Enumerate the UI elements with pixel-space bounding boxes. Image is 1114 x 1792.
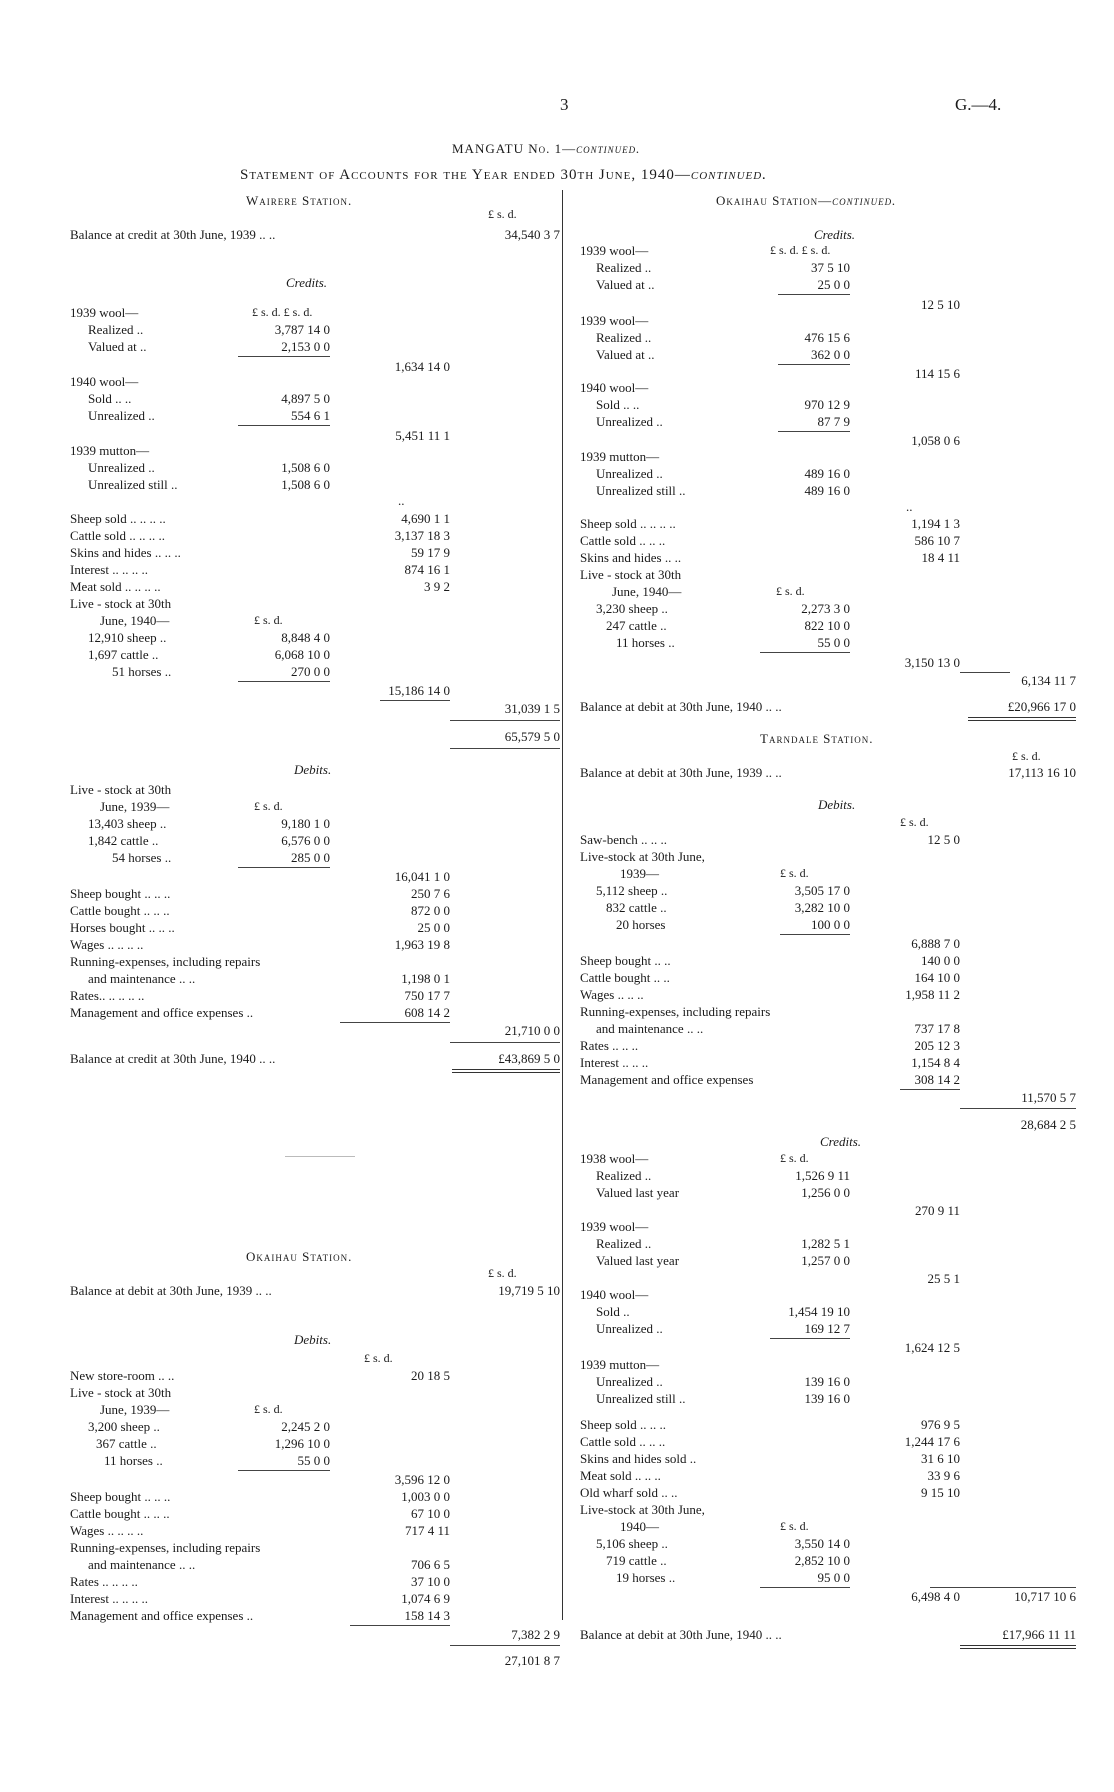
ta-label: 19 horses .. — [616, 1570, 676, 1585]
ta-value: 3,505 17 0 — [794, 883, 850, 898]
ta-label: 5,106 sheep .. — [596, 1536, 668, 1551]
report-title: MANGATU No. 1—continued. — [452, 141, 641, 156]
ok-label: Rates .. .. .. .. — [70, 1574, 138, 1589]
ta-label: Realized .. — [596, 1168, 652, 1183]
rule — [770, 1338, 850, 1339]
wairere-lsd: £ s. d. — [488, 207, 517, 221]
ok-label: 3,200 sheep .. — [88, 1419, 160, 1434]
ta-value: 139 16 0 — [804, 1374, 850, 1389]
ok-grand-total: 27,101 8 7 — [504, 1653, 560, 1668]
w-value: 1,198 0 1 — [401, 971, 450, 986]
okc-label: 1939 mutton— — [580, 449, 660, 464]
w-value: 554 6 1 — [291, 408, 330, 423]
w-label: 13,403 sheep .. — [88, 816, 167, 831]
ta-label: Sold .. — [596, 1304, 630, 1319]
ta-label: Valued last year — [596, 1253, 680, 1268]
ta-label: Meat sold .. .. .. — [580, 1468, 661, 1483]
okc-value: 586 10 7 — [914, 533, 960, 548]
w-subtotal: 15,186 14 0 — [388, 683, 450, 698]
okc-value: 489 16 0 — [804, 483, 850, 498]
okc-value: 25 0 0 — [817, 277, 850, 292]
ta-value: 3,282 10 0 — [794, 900, 850, 915]
w-dots: .. — [398, 493, 405, 508]
ok-label: Wages .. .. .. .. — [70, 1523, 144, 1538]
w-value: 8,848 4 0 — [281, 630, 330, 645]
column-divider — [562, 190, 563, 1620]
ta-value: 308 14 2 — [914, 1072, 960, 1087]
ta-label: Live-stock at 30th June, — [580, 849, 705, 864]
ta-label: Unrealized .. — [596, 1321, 663, 1336]
okc-value: 362 0 0 — [811, 347, 850, 362]
ta-label: Sheep bought .. .. — [580, 953, 671, 968]
w-label: 1,842 cattle .. — [88, 833, 159, 848]
okaihau-closing-label: Balance at debit at 30th June, 1940 .. .. — [580, 699, 782, 714]
w-value: 3,787 14 0 — [274, 322, 330, 337]
w-value: 3,137 18 3 — [394, 528, 450, 543]
okc-value: 55 0 0 — [817, 635, 850, 650]
w-label: 51 horses .. — [112, 664, 172, 679]
ta-value: 737 17 8 — [914, 1021, 960, 1036]
okc-value: 18 4 11 — [921, 550, 960, 565]
rule — [760, 1587, 850, 1588]
ta-lsd: £ s. d. — [780, 866, 809, 880]
ta-value: 139 16 0 — [804, 1391, 850, 1406]
okc-label: Live - stock at 30th — [580, 567, 682, 582]
ta-value: 164 10 0 — [914, 970, 960, 985]
rule — [452, 1069, 560, 1073]
ta-label: 1940 wool— — [580, 1287, 649, 1302]
rule — [760, 652, 850, 653]
page-number: 3 — [560, 95, 569, 114]
okc-value: 970 12 9 — [804, 397, 850, 412]
w-label: Wages .. .. .. .. — [70, 937, 144, 952]
w-label: 1,697 cattle .. — [88, 647, 159, 662]
w-label: Valued at .. — [88, 339, 147, 354]
w-value: 1,508 6 0 — [281, 477, 330, 492]
okaihau-heading: Okaihau Station. — [246, 1249, 353, 1264]
ta-value: 3,550 14 0 — [794, 1536, 850, 1551]
rule — [238, 1470, 330, 1471]
ok-value: 20 18 5 — [411, 1368, 450, 1383]
separator — [285, 1156, 355, 1157]
w-label: Horses bought .. .. .. — [70, 920, 175, 935]
okc-value: 489 16 0 — [804, 466, 850, 481]
w-lsd: £ s. d. — [254, 799, 283, 813]
wairere-credits-heading: Credits. — [286, 275, 328, 290]
w-value: 270 0 0 — [291, 664, 330, 679]
w-label: Unrealized .. — [88, 408, 155, 423]
rule — [380, 700, 450, 701]
ta-label: 1939 mutton— — [580, 1357, 660, 1372]
okc-credits-total: 6,134 11 7 — [1021, 673, 1076, 688]
w-subtotal: 1,634 14 0 — [394, 359, 450, 374]
ok-value: 706 6 5 — [411, 1557, 450, 1572]
rule — [778, 294, 850, 295]
ok-subtotal: 3,596 12 0 — [394, 1472, 450, 1487]
okc-subtotal: 12 5 10 — [921, 297, 960, 312]
ta-label: Cattle bought .. .. — [580, 970, 670, 985]
ta-label: Skins and hides sold .. — [580, 1451, 697, 1466]
ok-value: 1,003 0 0 — [401, 1489, 450, 1504]
ok-value: 55 0 0 — [297, 1453, 330, 1468]
w-total: 31,039 1 5 — [504, 701, 560, 716]
ta-label: Unrealized still .. — [596, 1391, 686, 1406]
tarndale-closing-label: Balance at debit at 30th June, 1940 .. .. — [580, 1627, 782, 1642]
wairere-heading: Wairere Station. — [246, 193, 353, 208]
ta-lsd: £ s. d. — [1012, 749, 1041, 763]
rule — [450, 748, 560, 749]
ta-subtotal: 6,888 7 0 — [911, 936, 960, 951]
okc-label: 1939 wool— — [580, 313, 649, 328]
okc-label: Skins and hides .. .. — [580, 550, 682, 565]
ok-value: 37 10 0 — [411, 1574, 450, 1589]
ta-value: 100 0 0 — [811, 917, 850, 932]
tarndale-opening-label: Balance at debit at 30th June, 1939 .. .. — [580, 765, 782, 780]
ta-debits-total: 11,570 5 7 — [1021, 1090, 1076, 1105]
ok-label: Cattle bought .. .. .. — [70, 1506, 170, 1521]
okc-label: Unrealized .. — [596, 466, 663, 481]
rule — [900, 1089, 960, 1090]
ta-subtotal: 1,624 12 5 — [904, 1340, 960, 1355]
rule — [960, 1645, 1076, 1649]
ta-credits-heading: Credits. — [820, 1134, 862, 1149]
ta-label: 20 horses — [616, 917, 666, 932]
w-label: Interest .. .. .. .. — [70, 562, 148, 577]
ta-value: 1,958 11 2 — [905, 987, 960, 1002]
ta-label: 5,112 sheep .. — [596, 883, 668, 898]
ta-value: 1,244 17 6 — [904, 1434, 960, 1449]
w-value: 6,068 10 0 — [274, 647, 330, 662]
rule — [778, 364, 850, 365]
ta-label: Rates .. .. .. — [580, 1038, 639, 1053]
ok-value: 717 4 11 — [404, 1523, 450, 1538]
w-label: 1940 wool— — [70, 374, 139, 389]
w-label: 12,910 sheep .. — [88, 630, 167, 645]
ok-label: New store-room .. .. — [70, 1368, 175, 1383]
ta-label: Sheep sold .. .. .. — [580, 1417, 666, 1432]
okc-label: 1939 wool— — [580, 243, 649, 258]
okc-label: Realized .. — [596, 330, 652, 345]
okc-label: June, 1940— — [612, 584, 682, 599]
w-label: Realized .. — [88, 322, 144, 337]
ta-label: Management and office expenses — [580, 1072, 754, 1087]
ta-label: Live-stock at 30th June, — [580, 1502, 705, 1517]
w-value: 6,576 0 0 — [281, 833, 330, 848]
ta-value: 9 15 10 — [921, 1485, 960, 1500]
ta-label: Realized .. — [596, 1236, 652, 1251]
okc-subtotal: 114 15 6 — [914, 366, 960, 381]
okc-value: 1,194 1 3 — [911, 516, 960, 531]
tarndale-opening-value: 17,113 16 10 — [1008, 765, 1076, 780]
w-value: 874 16 1 — [404, 562, 450, 577]
okc-credits-heading: Credits. — [814, 227, 856, 242]
wairere-credits-lsd: £ s. d. £ s. d. — [252, 305, 313, 319]
ok-label: and maintenance .. .. — [88, 1557, 196, 1572]
w-value: 9,180 1 0 — [281, 816, 330, 831]
ok-label: Live - stock at 30th — [70, 1385, 172, 1400]
ta-label: Saw-bench .. .. .. — [580, 832, 668, 847]
okc-label: Sheep sold .. .. .. .. — [580, 516, 676, 531]
ta-lsd: £ s. d. — [780, 1151, 809, 1165]
ta-value: 1,454 19 10 — [788, 1304, 850, 1319]
w-grand-total: 65,579 5 0 — [504, 729, 560, 744]
ok-value: 1,296 10 0 — [274, 1436, 330, 1451]
rule — [968, 717, 1076, 721]
rule — [930, 1587, 1076, 1588]
w-label: Unrealized still .. — [88, 477, 178, 492]
ok-label: 11 horses .. — [104, 1453, 163, 1468]
ta-value: 1,256 0 0 — [801, 1185, 850, 1200]
ta-value: 1,154 8 4 — [911, 1055, 960, 1070]
rule — [450, 720, 560, 721]
w-value: 4,897 5 0 — [281, 391, 330, 406]
ok-label: 367 cattle .. — [96, 1436, 157, 1451]
w-debits-heading: Debits. — [294, 762, 332, 777]
okc-value: 87 7 9 — [817, 414, 850, 429]
ta-label: and maintenance .. .. — [596, 1021, 704, 1036]
w-lsd: £ s. d. — [254, 613, 283, 627]
ta-grand-total: 28,684 2 5 — [1020, 1117, 1076, 1132]
rule — [238, 681, 330, 682]
rule — [350, 1625, 450, 1626]
w-label: Live - stock at 30th — [70, 782, 172, 797]
ta-lsd: £ s. d. — [900, 815, 929, 829]
okc-lsd: £ s. d. — [776, 584, 805, 598]
okaihau-opening-value: 19,719 5 10 — [498, 1283, 560, 1298]
ta-label: 1939— — [620, 866, 659, 881]
ta-label: 1939 wool— — [580, 1219, 649, 1234]
w-label: Management and office expenses .. — [70, 1005, 254, 1020]
ta-value: 1,257 0 0 — [801, 1253, 850, 1268]
okaihau-cont-heading: Okaihau Station—continued. — [716, 193, 897, 208]
ok-lsd: £ s. d. — [488, 1266, 517, 1280]
w-label: Live - stock at 30th — [70, 596, 172, 611]
okc-value: 37 5 10 — [811, 260, 850, 275]
rule — [780, 934, 850, 935]
ta-value: 33 9 6 — [927, 1468, 960, 1483]
w-value: 1,508 6 0 — [281, 460, 330, 475]
rule — [238, 867, 330, 868]
ok-debits-heading: Debits. — [294, 1332, 332, 1347]
w-label: Cattle sold .. .. .. .. — [70, 528, 165, 543]
w-label: Cattle bought .. .. .. — [70, 903, 170, 918]
w-value: 250 7 6 — [411, 886, 450, 901]
w-label: Sheep bought .. .. .. — [70, 886, 171, 901]
w-label: 54 horses .. — [112, 850, 172, 865]
page-code: G.—4. — [955, 95, 1002, 114]
w-value: 3 9 2 — [424, 579, 450, 594]
ta-subtotal: 6,498 4 0 — [911, 1589, 960, 1604]
rule — [778, 431, 850, 432]
w-value: 1,963 19 8 — [394, 937, 450, 952]
ok-label: Interest .. .. .. .. — [70, 1591, 148, 1606]
ta-label: 832 cattle .. — [606, 900, 667, 915]
w-label: 1939 mutton— — [70, 443, 150, 458]
okc-label: Unrealized .. — [596, 414, 663, 429]
okc-subtotal: 3,150 13 0 — [904, 655, 960, 670]
okc-value: 476 15 6 — [804, 330, 850, 345]
ta-subtotal: 270 9 11 — [914, 1203, 960, 1218]
w-value: 25 0 0 — [417, 920, 450, 935]
ok-value: 158 14 3 — [404, 1608, 450, 1623]
tarndale-heading: Tarndale Station. — [760, 731, 874, 746]
rule — [960, 1108, 1076, 1109]
ta-credits-total: 10,717 10 6 — [1014, 1589, 1076, 1604]
okc-value: 822 10 0 — [804, 618, 850, 633]
ta-value: 1,282 5 1 — [801, 1236, 850, 1251]
ok-value: 1,074 6 9 — [401, 1591, 450, 1606]
okc-lsd: £ s. d. £ s. d. — [770, 243, 831, 257]
ta-value: 12 5 0 — [927, 832, 960, 847]
ta-value: 1,526 9 11 — [795, 1168, 850, 1183]
okaihau-closing-value: £20,966 17 0 — [1007, 699, 1076, 714]
ok-lsd: £ s. d. — [254, 1402, 283, 1416]
ok-value: 2,245 2 0 — [281, 1419, 330, 1434]
okc-label: Valued at .. — [596, 347, 655, 362]
w-label: Sold .. .. — [88, 391, 132, 406]
ta-value: 169 12 7 — [804, 1321, 850, 1336]
tarndale-closing-value: £17,966 11 11 — [1002, 1627, 1076, 1642]
ok-label: Running-expenses, including repairs — [70, 1540, 261, 1555]
okc-label: Realized .. — [596, 260, 652, 275]
w-value: 608 14 2 — [404, 1005, 450, 1020]
w-subtotal: 5,451 11 1 — [395, 428, 450, 443]
okc-subtotal: 1,058 0 6 — [911, 433, 960, 448]
w-label: June, 1940— — [100, 613, 170, 628]
w-subtotal: 16,041 1 0 — [394, 869, 450, 884]
w-label: Rates.. .. .. .. .. — [70, 988, 145, 1003]
ta-label: Old wharf sold .. .. — [580, 1485, 678, 1500]
ok-label: Sheep bought .. .. .. — [70, 1489, 171, 1504]
wairere-opening-value: 34,540 3 7 — [504, 227, 560, 242]
rule — [450, 1042, 560, 1043]
w-label: Meat sold .. .. .. .. — [70, 579, 161, 594]
ok-label: Management and office expenses .. — [70, 1608, 254, 1623]
ta-lsd: £ s. d. — [780, 1519, 809, 1533]
okc-label: 3,230 sheep .. — [596, 601, 668, 616]
w-value: 59 17 9 — [411, 545, 450, 560]
okc-label: Valued at .. — [596, 277, 655, 292]
statement-title: Statement of Accounts for the Year ended 30th June, 1940—continued. — [240, 167, 767, 183]
ta-value: 95 0 0 — [817, 1570, 850, 1585]
ok-lsd: £ s. d. — [364, 1351, 393, 1365]
okc-label: 1940 wool— — [580, 380, 649, 395]
w-debit-total: 21,710 0 0 — [504, 1023, 560, 1038]
okc-label: Cattle sold .. .. .. — [580, 533, 666, 548]
w-label: Running-expenses, including repairs — [70, 954, 261, 969]
ta-value: 205 12 3 — [914, 1038, 960, 1053]
w-label: Skins and hides .. .. .. — [70, 545, 181, 560]
rule — [960, 672, 1010, 673]
ta-label: Interest .. .. .. — [580, 1055, 649, 1070]
ta-value: 140 0 0 — [921, 953, 960, 968]
ta-label: 1940— — [620, 1519, 659, 1534]
rule — [238, 425, 330, 426]
w-value: 4,690 1 1 — [401, 511, 450, 526]
okc-value: 2,273 3 0 — [801, 601, 850, 616]
ta-debits-heading: Debits. — [818, 797, 856, 812]
wairere-closing-value: £43,869 5 0 — [498, 1051, 560, 1066]
wairere-opening-label: Balance at credit at 30th June, 1939 .. .. — [70, 227, 276, 242]
ta-value: 976 9 5 — [921, 1417, 960, 1432]
ta-subtotal: 25 5 1 — [927, 1271, 960, 1286]
ok-label: June, 1939— — [100, 1402, 170, 1417]
ta-label: Cattle sold .. .. .. — [580, 1434, 666, 1449]
w-label: June, 1939— — [100, 799, 170, 814]
okc-label: 11 horses .. — [616, 635, 675, 650]
wairere-closing-label: Balance at credit at 30th June, 1940 .. .. — [70, 1051, 276, 1066]
ta-label: Wages .. .. .. — [580, 987, 644, 1002]
w-wool1939: 1939 wool— — [70, 305, 139, 320]
ta-value: 31 6 10 — [921, 1451, 960, 1466]
ta-label: 719 cattle .. — [606, 1553, 667, 1568]
rule — [238, 356, 330, 357]
ta-value: 2,852 10 0 — [794, 1553, 850, 1568]
w-value: 750 17 7 — [404, 988, 450, 1003]
w-value: 285 0 0 — [291, 850, 330, 865]
w-label: and maintenance .. .. — [88, 971, 196, 986]
rule — [340, 1022, 450, 1023]
okc-label: Unrealized still .. — [596, 483, 686, 498]
ta-label: Running-expenses, including repairs — [580, 1004, 771, 1019]
w-label: Sheep sold .. .. .. .. — [70, 511, 166, 526]
okc-label: 247 cattle .. — [606, 618, 667, 633]
w-label: Unrealized .. — [88, 460, 155, 475]
ta-label: Valued last year — [596, 1185, 680, 1200]
ok-debit-total: 7,382 2 9 — [511, 1627, 560, 1642]
okaihau-opening-label: Balance at debit at 30th June, 1939 .. .. — [70, 1283, 272, 1298]
okc-label: Sold .. .. — [596, 397, 640, 412]
rule — [450, 1645, 560, 1646]
ok-value: 67 10 0 — [411, 1506, 450, 1521]
ta-label: 1938 wool— — [580, 1151, 649, 1166]
okc-dots: .. — [906, 499, 913, 514]
ta-label: Unrealized .. — [596, 1374, 663, 1389]
w-value: 872 0 0 — [411, 903, 450, 918]
w-value: 2,153 0 0 — [281, 339, 330, 354]
